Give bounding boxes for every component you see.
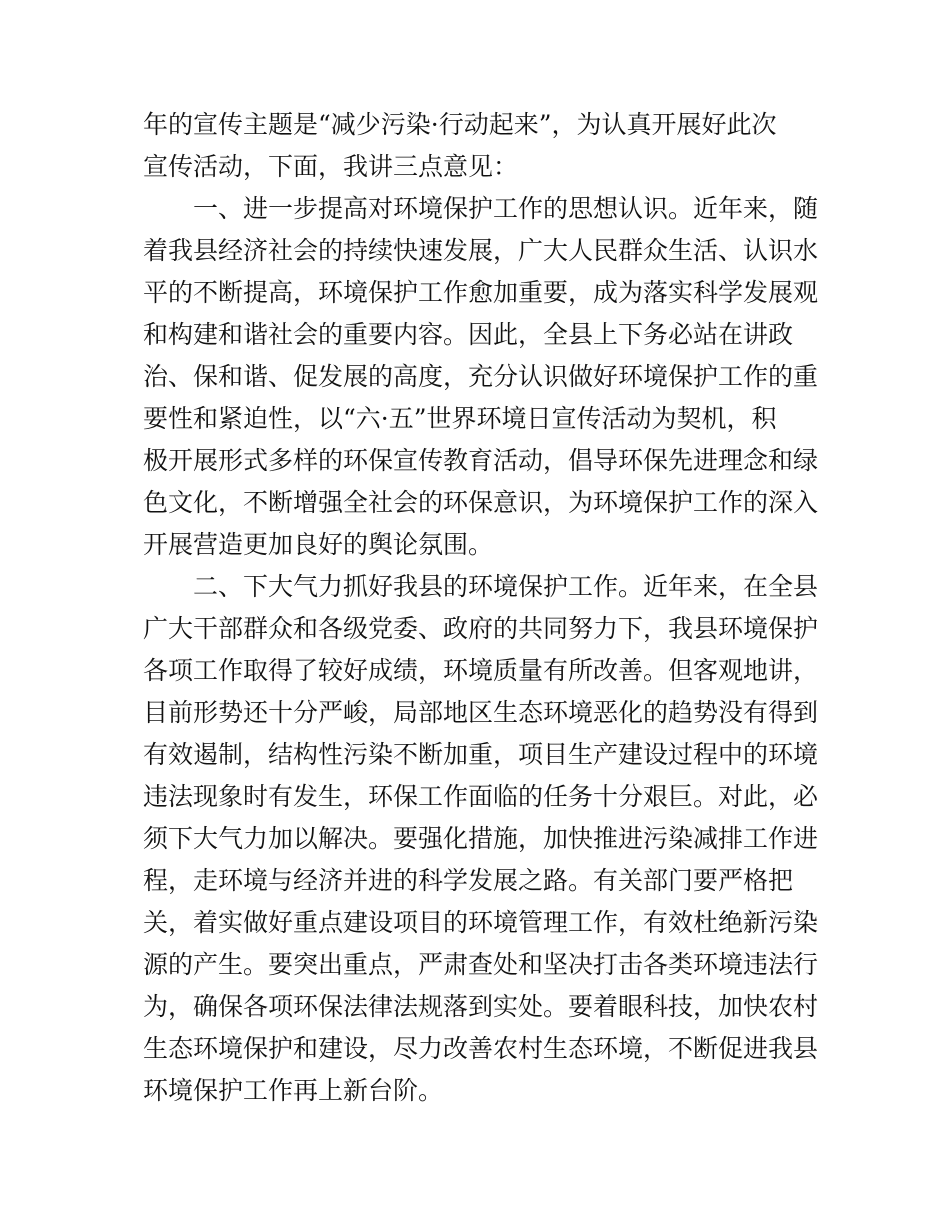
body-text: [143, 104, 823, 1112]
text-line: 环境保护工作再上新台阶。: [143, 1076, 444, 1105]
text-line: 一、进一步提高对环境保护工作的思想认识。近年来，随: [143, 194, 819, 223]
text-line: 违法现象时有发生，环保工作面临的任务十分艰巨。对此，必: [143, 782, 819, 811]
text-line: 各项工作取得了较好成绩，环境质量有所改善。但客观地讲，: [143, 656, 819, 685]
text-line: 年的宣传主题是“减少污染·行动起来”，为认真开展好此次: [143, 110, 777, 139]
text-line: 色文化，不断增强全社会的环保意识，为环境保护工作的深入: [143, 488, 819, 517]
text-line: 二、下大气力抓好我县的环境保护工作。近年来，在全县: [143, 572, 819, 601]
text-line: 程，走环境与经济并进的科学发展之路。有关部门要严格把: [143, 866, 794, 895]
text-line: 关，着实做好重点建设项目的环境管理工作，有效杜绝新污染: [143, 908, 819, 937]
text-line: 须下大气力加以解决。要强化措施，加快推进污染减排工作进: [143, 824, 819, 853]
text-line: 广大干部群众和各级党委、政府的共同努力下，我县环境保护: [143, 614, 819, 643]
text-line: 目前形势还十分严峻，局部地区生态环境恶化的趋势没有得到: [143, 698, 819, 727]
text-line: 着我县经济社会的持续快速发展，广大人民群众生活、认识水: [143, 236, 819, 265]
text-line: 开展营造更加良好的舆论氛围。: [143, 530, 494, 559]
text-line: 要性和紧迫性，以“六·五”世界环境日宣传活动为契机，积: [143, 404, 777, 433]
text-line: 和构建和谐社会的重要内容。因此，全县上下务必站在讲政: [143, 320, 794, 349]
text-line: 宣传活动，下面，我讲三点意见：: [143, 152, 519, 181]
text-line: 治、保和谐、促发展的高度，充分认识做好环境保护工作的重: [143, 362, 819, 391]
text-line: 平的不断提高，环境保护工作愈加重要，成为落实科学发展观: [143, 278, 819, 307]
text-line: 为，确保各项环保法律法规落到实处。要着眼科技，加快农村: [143, 992, 819, 1021]
text-line: 极开展形式多样的环保宣传教育活动，倡导环保先进理念和绿: [143, 446, 819, 475]
text-line: 有效遏制，结构性污染不断加重，项目生产建设过程中的环境: [143, 740, 819, 769]
text-line: 源的产生。要突出重点，严肃查处和坚决打击各类环境违法行: [143, 950, 819, 979]
text-line: 生态环境保护和建设，尽力改善农村生态环境，不断促进我县: [143, 1034, 819, 1063]
